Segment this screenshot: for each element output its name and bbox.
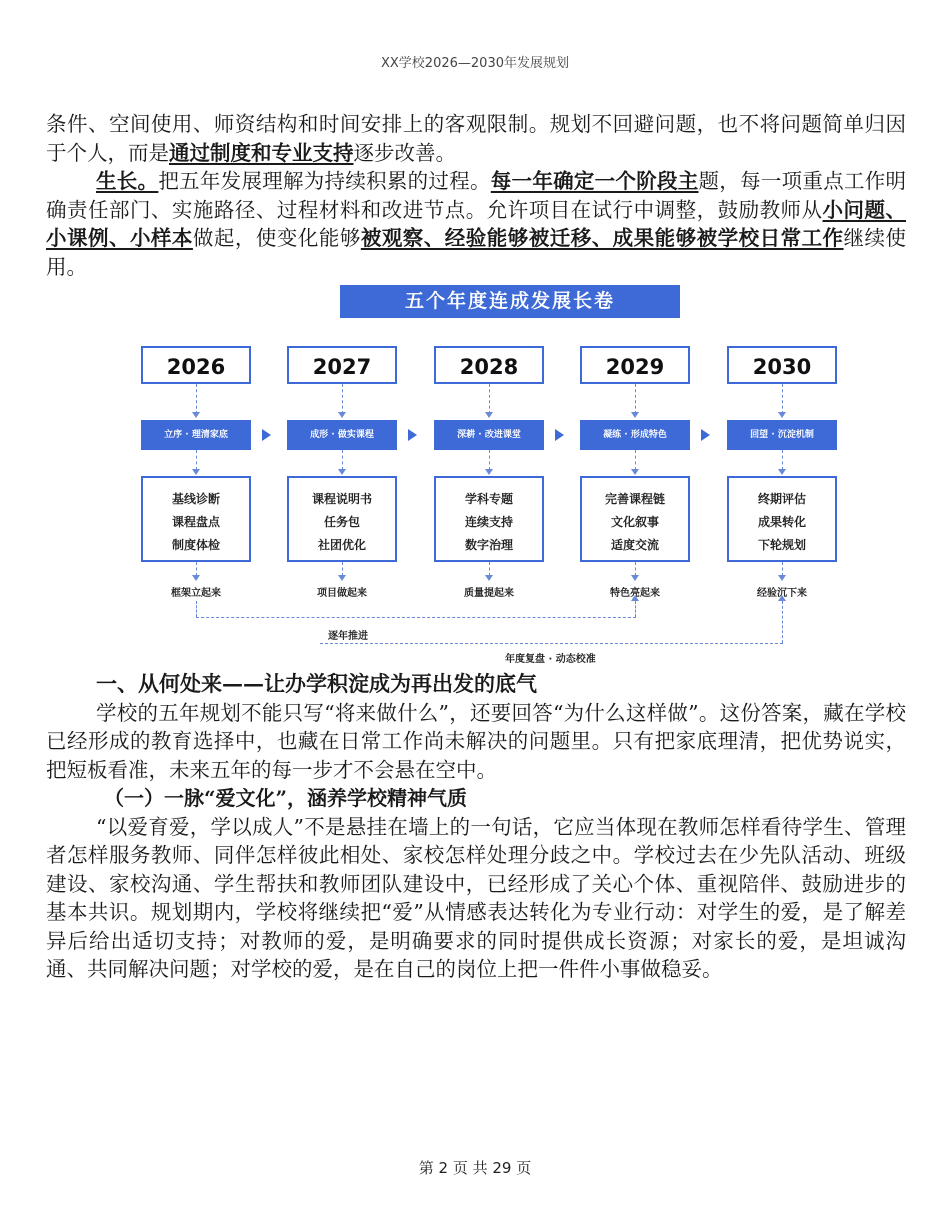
tasks-box-2029 <box>580 476 690 562</box>
task-item: 社团优化 <box>317 538 366 552</box>
outcome-label-2029: 特色亮起来 <box>610 588 660 599</box>
diagram-title: 五个年度连成发展长卷 <box>340 285 680 318</box>
down-arrow-icon <box>778 575 786 581</box>
dashed-connector <box>489 384 490 414</box>
text-run: 条件、空间使用、师资结构和时间安排上的客观限制。规划不回避问题，也不将问题简单归因于个人，而是 <box>46 112 906 165</box>
task-item: 制度体检 <box>171 538 220 552</box>
underlined-phrase: 小问题、小课例、小样本 <box>46 197 907 250</box>
stage-box-2029: 凝练 · 形成特色 <box>580 420 690 450</box>
dashed-connector <box>782 601 783 643</box>
down-arrow-icon <box>485 469 493 475</box>
down-arrow-icon <box>631 575 639 581</box>
task-item: 文化叙事 <box>610 515 659 529</box>
underlined-phrase: 通过制度和专业支持 <box>169 140 354 165</box>
down-arrow-icon <box>338 412 346 418</box>
dashed-connector <box>635 450 636 470</box>
right-arrow-icon <box>408 429 417 441</box>
dashed-connector <box>489 562 490 576</box>
task-item: 学科专题 <box>464 492 513 506</box>
page-footer: 第 2 页 共 29 页 <box>418 1159 532 1177</box>
text-run: 继续使用。 <box>46 226 907 279</box>
subsection-paragraph: “以爱育爱，学以成人”不是悬挂在墙上的一句话，它应当体现在教师怎样看待学生、管理者怎样服务教师、同伴怎样彼此相处、家校怎样处理分歧之中。学校过去在少先队活动、班级建设、家校沟通、学生帮扶和教师团队建设中，已经形成了关心个体、重视陪伴、鼓励进步的基本共识。规划期内，学校将继续把“爱”从情感表达转化为专业行动：对学生的爱，是了解差异后给出适切支持；对教师的爱，是明确要求的同时提供成长资源；对家长的爱，是坦诚沟通、共同解决问题；对学校的爱，是在自己的岗位上把一件件小事做稳妥。 <box>46 814 906 981</box>
section-paragraph: 学校的五年规划不能只写“将来做什么”，还要回答“为什么这样做”。这份答案，藏在学校已经形成的教育选择中，也藏在日常工作尚未解决的问题里。只有把家底理清，把优势说实，把短板看准，未来五年的每一步才不会悬在空中。 <box>46 700 906 782</box>
down-arrow-icon <box>778 469 786 475</box>
dashed-connector <box>196 617 636 618</box>
down-arrow-icon <box>631 412 639 418</box>
down-arrow-icon <box>192 575 200 581</box>
task-item: 连续支持 <box>464 515 513 529</box>
task-item: 数字治理 <box>464 538 513 552</box>
dashed-connector <box>635 562 636 576</box>
underlined-phrase: 每一年确定一个阶段主 <box>490 169 699 193</box>
task-item: 完善课程链 <box>604 492 665 506</box>
outcome-label-2026: 框架立起来 <box>171 588 221 599</box>
up-arrow-icon <box>778 595 786 601</box>
stage-box-2026: 立序 · 理清家底 <box>141 420 251 450</box>
stage-box-2030: 回望 · 沉淀机制 <box>727 420 837 450</box>
task-item: 基线诊断 <box>171 492 220 506</box>
down-arrow-icon <box>192 469 200 475</box>
text-run: 做起，使变化能够 <box>192 226 361 250</box>
body-text-top <box>46 110 906 281</box>
down-arrow-icon <box>192 412 200 418</box>
right-arrow-icon <box>555 429 564 441</box>
text-run: 题，每一项重点工作明确责任部门、实施路径、过程材料和改进节点。允许项目在试行中调整，鼓励教师从 <box>46 169 907 222</box>
section-heading: 一、从何处来——让办学积淀成为再出发的底气 <box>96 671 537 696</box>
dashed-connector <box>489 450 490 470</box>
task-item: 课程盘点 <box>171 515 220 529</box>
dashed-connector <box>196 384 197 414</box>
dashed-connector <box>782 562 783 576</box>
dashed-connector <box>782 384 783 414</box>
tasks-box-2030 <box>727 476 837 562</box>
right-arrow-icon <box>701 429 710 441</box>
stage-box-2027: 成形 · 做实课程 <box>287 420 397 450</box>
year-box-2029: 2029 <box>580 346 690 384</box>
dashed-connector <box>320 643 783 644</box>
year-box-2027: 2027 <box>287 346 397 384</box>
down-arrow-icon <box>485 575 493 581</box>
outcome-label-2027: 项目做起来 <box>317 588 367 599</box>
dashed-connector <box>342 450 343 470</box>
year-box-2028: 2028 <box>434 346 544 384</box>
text-run: 逐步改善。 <box>353 140 456 165</box>
dashed-connector <box>196 562 197 576</box>
development-roadmap-diagram <box>130 283 850 668</box>
dashed-connector <box>782 450 783 470</box>
down-arrow-icon <box>338 469 346 475</box>
down-arrow-icon <box>338 575 346 581</box>
task-item: 课程说明书 <box>311 492 372 506</box>
underlined-phrase: 被观察、经验能够被迁移、成果能够被学校日常工作 <box>360 226 844 250</box>
task-item: 适度交流 <box>610 538 659 552</box>
tasks-box-2026 <box>141 476 251 562</box>
progress-label: 逐年推进 <box>328 631 368 642</box>
right-arrow-icon <box>262 429 271 441</box>
page-header: XX学校2026—2030年发展规划 <box>381 56 569 71</box>
tasks-box-2028 <box>434 476 544 562</box>
underlined-phrase: 生长。 <box>96 169 159 193</box>
paragraph-continuation <box>46 110 906 167</box>
dashed-connector <box>196 601 197 617</box>
up-arrow-icon <box>631 595 639 601</box>
dashed-connector <box>342 384 343 414</box>
year-box-2030: 2030 <box>727 346 837 384</box>
task-item: 任务包 <box>323 515 360 529</box>
dashed-connector <box>342 562 343 576</box>
down-arrow-icon <box>485 412 493 418</box>
body-text-bottom <box>46 670 906 984</box>
down-arrow-icon <box>631 469 639 475</box>
stage-box-2028: 深耕 · 改进课堂 <box>434 420 544 450</box>
task-item: 下轮规划 <box>757 538 806 552</box>
text-run: 把五年发展理解为持续积累的过程。 <box>158 169 491 193</box>
down-arrow-icon <box>778 412 786 418</box>
paragraph-growth <box>46 167 906 281</box>
task-item: 终期评估 <box>757 492 806 506</box>
dashed-connector <box>196 450 197 470</box>
outcome-label-2030: 经验沉下来 <box>757 588 807 599</box>
dashed-connector <box>635 601 636 617</box>
outcome-label-2028: 质量提起来 <box>464 588 514 599</box>
tasks-box-2027 <box>287 476 397 562</box>
task-item: 成果转化 <box>757 515 806 529</box>
dashed-connector <box>635 384 636 414</box>
review-label: 年度复盘 · 动态校准 <box>505 654 596 665</box>
subsection-heading: （一）一脉“爱文化”，涵养学校精神气质 <box>104 786 468 810</box>
year-box-2026: 2026 <box>141 346 251 384</box>
